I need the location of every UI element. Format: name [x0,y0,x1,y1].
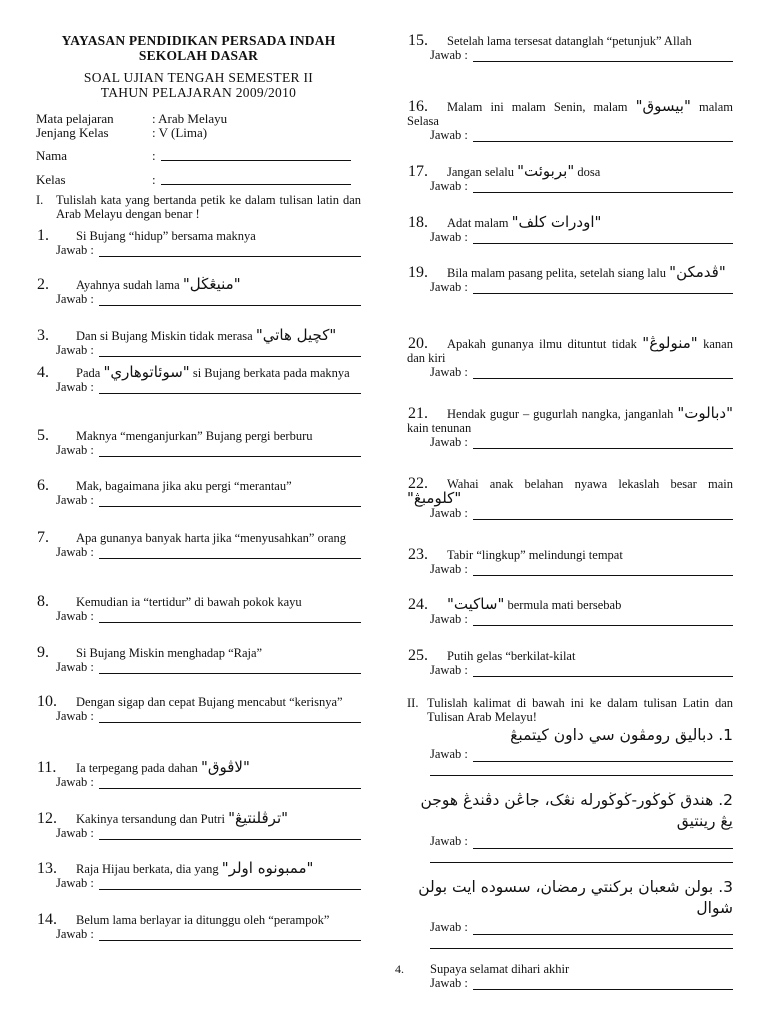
answer-label: Jawab : [56,709,97,723]
answer-label: Jawab : [56,826,97,840]
grade-row [36,126,361,140]
answer-underline [473,979,733,990]
question-text [407,477,733,506]
class-label: Kelas [36,172,66,187]
answer-extra-line[interactable] [430,861,733,863]
answer-label: Jawab : [430,976,471,990]
question-1 [36,228,361,257]
grade-label: Jenjang Kelas [36,125,109,140]
question-number: 1. [37,227,49,244]
question-prompt: Raja Hijau berkata, dia yang [76,862,222,876]
question-arabic-word: "ساکيت" [447,595,505,613]
answer-underline [473,368,733,379]
answer-underline [473,51,733,62]
answer-label: Jawab : [430,48,471,62]
answer-underline [473,233,733,244]
question-arabic-word: "ڤدمکن" [669,263,726,281]
subject-value: : Arab Melayu [152,111,228,126]
answer-underline [473,666,733,677]
answer-line[interactable] [36,545,361,559]
answer-line[interactable] [36,826,361,840]
subject-label: Mata pelajaran [36,111,114,126]
answer-label: Jawab : [56,927,97,941]
answer-line[interactable] [36,493,361,507]
answer-line[interactable] [407,921,733,935]
question-text [407,164,733,179]
question-prompt: Putih gelas “berkilat-kilat [447,649,576,663]
question-number: 13. [37,860,57,877]
question-number: 4. [37,364,49,381]
question-11 [36,760,361,789]
question-text [407,265,733,280]
question-number: 10. [37,693,57,710]
answer-underline [99,829,361,840]
answer-underline [99,383,361,394]
answer-label: Jawab : [56,876,97,890]
answer-underline [473,509,733,520]
answer-underline [99,446,361,457]
question-arabic-word: "دبالوت" [677,404,733,422]
name-label: Nama [36,148,68,163]
answer-line[interactable] [407,230,733,244]
question-number: 11. [37,759,57,776]
question-text [407,33,733,48]
question-arabic-word: "اودرات کلف" [511,213,602,231]
sentence-1-text [407,725,733,746]
answer-line[interactable] [36,775,361,789]
question-arabic-word: "ترڤلنتيڠ" [228,809,289,827]
question-number: 2. [37,276,49,293]
name-field[interactable] [161,149,351,161]
answer-line[interactable] [36,343,361,357]
question-8 [36,594,361,623]
answer-extra-line[interactable] [430,774,733,776]
answer-label: Jawab : [56,380,97,394]
sentence-1-number: 1. [718,726,733,744]
question-prompt-continued: kanan dan kiri [407,337,733,365]
question-arabic-word: "منيڠڬل" [182,275,241,293]
section-1-number: I. [36,193,44,207]
question-arabic-word: "کلومبڠ" [407,489,462,507]
sentence-4-number: 4. [395,962,404,976]
section-2-instruction [407,696,733,724]
answer-label: Jawab : [56,609,97,623]
answer-label: Jawab : [56,243,97,257]
answer-underline [473,182,733,193]
answer-label: Jawab : [56,660,97,674]
answer-line[interactable] [36,243,361,257]
question-text [36,760,361,775]
answer-label: Jawab : [430,435,471,449]
class-field[interactable] [161,173,351,185]
answer-underline [473,131,733,142]
question-prompt: Dan si Bujang Miskin tidak merasa [76,329,256,343]
question-number: 25. [408,647,428,664]
question-text [36,694,361,709]
question-prompt: Wahai anak belahan nyawa lekaslah besar main [447,477,733,491]
question-text [407,547,733,562]
question-text [36,912,361,927]
sentence-3 [407,877,733,949]
question-prompt: Bila malam pasang pelita, setelah siang lalu [447,266,670,280]
answer-label: Jawab : [56,545,97,559]
sentence-4-text [395,962,733,976]
question-18 [407,215,733,244]
question-text [407,336,733,365]
answer-label: Jawab : [430,506,471,520]
question-prompt: Si Bujang “hidup” bersama maknya [76,229,256,243]
question-arabic-word: "بيسوق" [635,97,691,115]
answer-line[interactable] [36,609,361,623]
sentence-2-arabic: هندق ڬوڬور-ڬوڬورله نڠک، جاڠن دڤندڠ هوجن يڠ رينتيق [420,791,733,830]
answer-underline [473,751,733,762]
question-text [36,277,361,292]
answer-label: Jawab : [430,834,471,848]
answer-underline [99,295,361,306]
answer-underline [473,438,733,449]
question-number: 14. [37,911,57,928]
section-2-number: II. [407,696,419,710]
question-prompt: Apa gunanya banyak harta jika “menyusahkan” orang [76,531,347,545]
question-arabic-word: "کچيل هاتي" [255,326,337,344]
sentence-4 [395,962,733,990]
answer-underline [99,712,361,723]
question-prompt-continued: malam Selasa [407,100,733,128]
question-prompt-continued: bermula mati bersebab [504,598,622,612]
question-text [36,365,361,380]
question-prompt: Malam ini malam Senin, malam [447,100,636,114]
question-22 [407,477,733,520]
exam-header [36,33,361,100]
question-number: 19. [408,264,428,281]
answer-line[interactable] [407,506,733,520]
question-4 [36,365,361,394]
answer-label: Jawab : [430,230,471,244]
answer-label: Jawab : [430,128,471,142]
question-7 [36,530,361,559]
answer-line[interactable] [407,435,733,449]
answer-label: Jawab : [430,612,471,626]
grade-value: : V (Lima) [152,125,208,140]
subject-row [36,112,361,126]
answer-label: Jawab : [430,562,471,576]
answer-line[interactable] [407,280,733,294]
question-text [36,428,361,443]
section-1-instruction [36,193,361,221]
exam-title: SOAL UJIAN TENGAH SEMESTER II [83,70,314,85]
question-24 [407,597,733,626]
question-prompt: Setelah lama tersesat datanglah “petunjuk” Allah [447,34,692,48]
question-number: 21. [408,405,428,422]
section-1-text: Tulislah kata yang bertanda petik ke dalam tulisan latin dan Arab Melayu dengan benar ! [56,193,361,221]
answer-line[interactable] [407,48,733,62]
question-number: 20. [408,335,428,352]
sentence-1-arabic: دباليق رومڤون سي داون کيتمبڠ [510,726,714,744]
question-arabic-word: "ممبونوه اولر" [221,859,314,877]
question-6 [36,478,361,507]
question-prompt: Apakah gunanya ilmu dituntut tidak [447,337,643,351]
answer-label: Jawab : [430,179,471,193]
question-number: 22. [408,475,428,492]
question-arabic-word: "منولوڠ" [642,334,698,352]
answer-line[interactable] [36,876,361,890]
question-text [407,99,733,128]
question-prompt: Si Bujang Miskin menghadap “Raja” [76,646,263,660]
answer-label: Jawab : [430,920,471,934]
question-25 [407,648,733,677]
question-text [407,215,733,230]
answer-label: Jawab : [430,663,471,677]
name-row [36,149,361,163]
answer-underline [99,663,361,674]
answer-underline [99,548,361,559]
question-prompt: Adat malam [447,216,512,230]
question-15 [407,33,733,62]
answer-underline [99,778,361,789]
question-14 [36,912,361,941]
question-arabic-word: "سوئاتوهاري" [103,363,190,381]
question-23 [407,547,733,576]
question-text [407,406,733,435]
question-prompt: Kakinya tersandung dan Putri [76,812,229,826]
sentence-3-number: 3. [718,878,733,896]
answer-label: Jawab : [430,280,471,294]
sentence-1 [407,725,733,776]
sentence-2-text [407,790,733,832]
question-prompt: Jangan selalu [447,165,518,179]
answer-underline [473,565,733,576]
question-prompt: Maknya “menganjurkan” Bujang pergi berburu [76,429,313,443]
sentence-4-latin: Supaya selamat dihari akhir [430,962,570,976]
question-prompt: Ia terpegang pada dahan [76,761,201,775]
question-number: 3. [37,327,49,344]
answer-underline [99,346,361,357]
question-number: 16. [408,98,428,115]
question-prompt: Kemudian ia “tertidur” di bawah pokok kayu [76,595,302,609]
question-3 [36,328,361,357]
question-arabic-word: "لاڤوق" [200,758,250,776]
sentence-3-arabic: بولن شعبان برکنتي رمضان، سسوده ايت بولن شوال [418,878,733,917]
answer-underline [99,879,361,890]
section-2-text: Tulislah kalimat di bawah ini ke dalam tulisan Latin dan Tulisan Arab Melayu! [427,696,733,724]
question-16 [407,99,733,142]
answer-label: Jawab : [56,292,97,306]
question-number: 23. [408,546,428,563]
question-text [36,861,361,876]
school-name: YAYASAN PENDIDIKAN PERSADA INDAH [61,33,336,48]
question-text [36,478,361,493]
answer-line[interactable] [395,976,733,990]
answer-line[interactable] [36,380,361,394]
answer-line[interactable] [407,179,733,193]
answer-underline [473,615,733,626]
class-row [36,173,361,187]
answer-line[interactable] [36,292,361,306]
question-prompt: Dengan sigap dan cepat Bujang mencabut “kerisnya” [76,695,343,709]
answer-underline [473,283,733,294]
question-text [36,594,361,609]
exam-info [36,112,361,187]
answer-line[interactable] [407,663,733,677]
question-prompt: Hendak gugur – gugurlah nangka, janganlah [447,407,678,421]
question-number: 7. [37,529,49,546]
question-19 [407,265,733,294]
answer-label: Jawab : [56,443,97,457]
question-number: 24. [408,596,428,613]
question-prompt: Ayahnya sudah lama [76,278,183,292]
name-colon: : [152,148,156,163]
question-prompt-continued: kain tenunan [407,421,472,435]
answer-underline [99,496,361,507]
class-colon: : [152,172,156,187]
question-number: 18. [408,214,428,231]
answer-line[interactable] [36,660,361,674]
question-text [36,530,361,545]
question-text [36,328,361,343]
question-text [407,648,733,663]
question-9 [36,645,361,674]
question-text [36,645,361,660]
sentence-2 [407,790,733,863]
question-2 [36,277,361,306]
answer-line[interactable] [407,612,733,626]
question-number: 17. [408,163,428,180]
answer-line[interactable] [36,927,361,941]
question-17 [407,164,733,193]
question-10 [36,694,361,723]
question-21 [407,406,733,449]
question-prompt: Pada [76,366,104,380]
question-text [36,811,361,826]
answer-underline [99,612,361,623]
answer-underline [99,930,361,941]
question-number: 6. [37,477,49,494]
answer-label: Jawab : [430,365,471,379]
answer-underline [473,838,733,849]
answer-line[interactable] [36,709,361,723]
question-arabic-word: "بربوئت" [517,162,575,180]
question-text [407,597,733,612]
answer-underline [473,924,733,935]
question-prompt-continued: si Bujang berkata pada maknya [189,366,350,380]
school-level: SEKOLAH DASAR [138,48,259,63]
academic-year: TAHUN PELAJARAN 2009/2010 [100,85,297,100]
question-5 [36,428,361,457]
question-number: 12. [37,810,57,827]
answer-line[interactable] [407,562,733,576]
sentence-2-number: 2. [718,791,733,809]
answer-label: Jawab : [430,747,471,761]
answer-underline [99,246,361,257]
question-prompt: Belum lama berlayar ia ditunggu oleh “perampok” [76,913,330,927]
answer-line[interactable] [36,443,361,457]
question-12 [36,811,361,840]
answer-label: Jawab : [56,493,97,507]
question-prompt: Tabir “lingkup” melindungi tempat [447,548,623,562]
answer-line[interactable] [407,835,733,849]
answer-label: Jawab : [56,343,97,357]
question-number: 5. [37,427,49,444]
answer-line[interactable] [407,128,733,142]
question-number: 8. [37,593,49,610]
question-prompt-continued: dosa [574,165,601,179]
question-number: 15. [408,32,428,49]
question-number: 9. [37,644,49,661]
question-13 [36,861,361,890]
answer-line[interactable] [407,365,733,379]
answer-extra-line[interactable] [430,947,733,949]
sentence-3-text [407,877,733,919]
question-text [36,228,361,243]
answer-label: Jawab : [56,775,97,789]
answer-line[interactable] [407,748,733,762]
question-20 [407,336,733,379]
question-prompt: Mak, bagaimana jika aku pergi “merantau” [76,479,292,493]
